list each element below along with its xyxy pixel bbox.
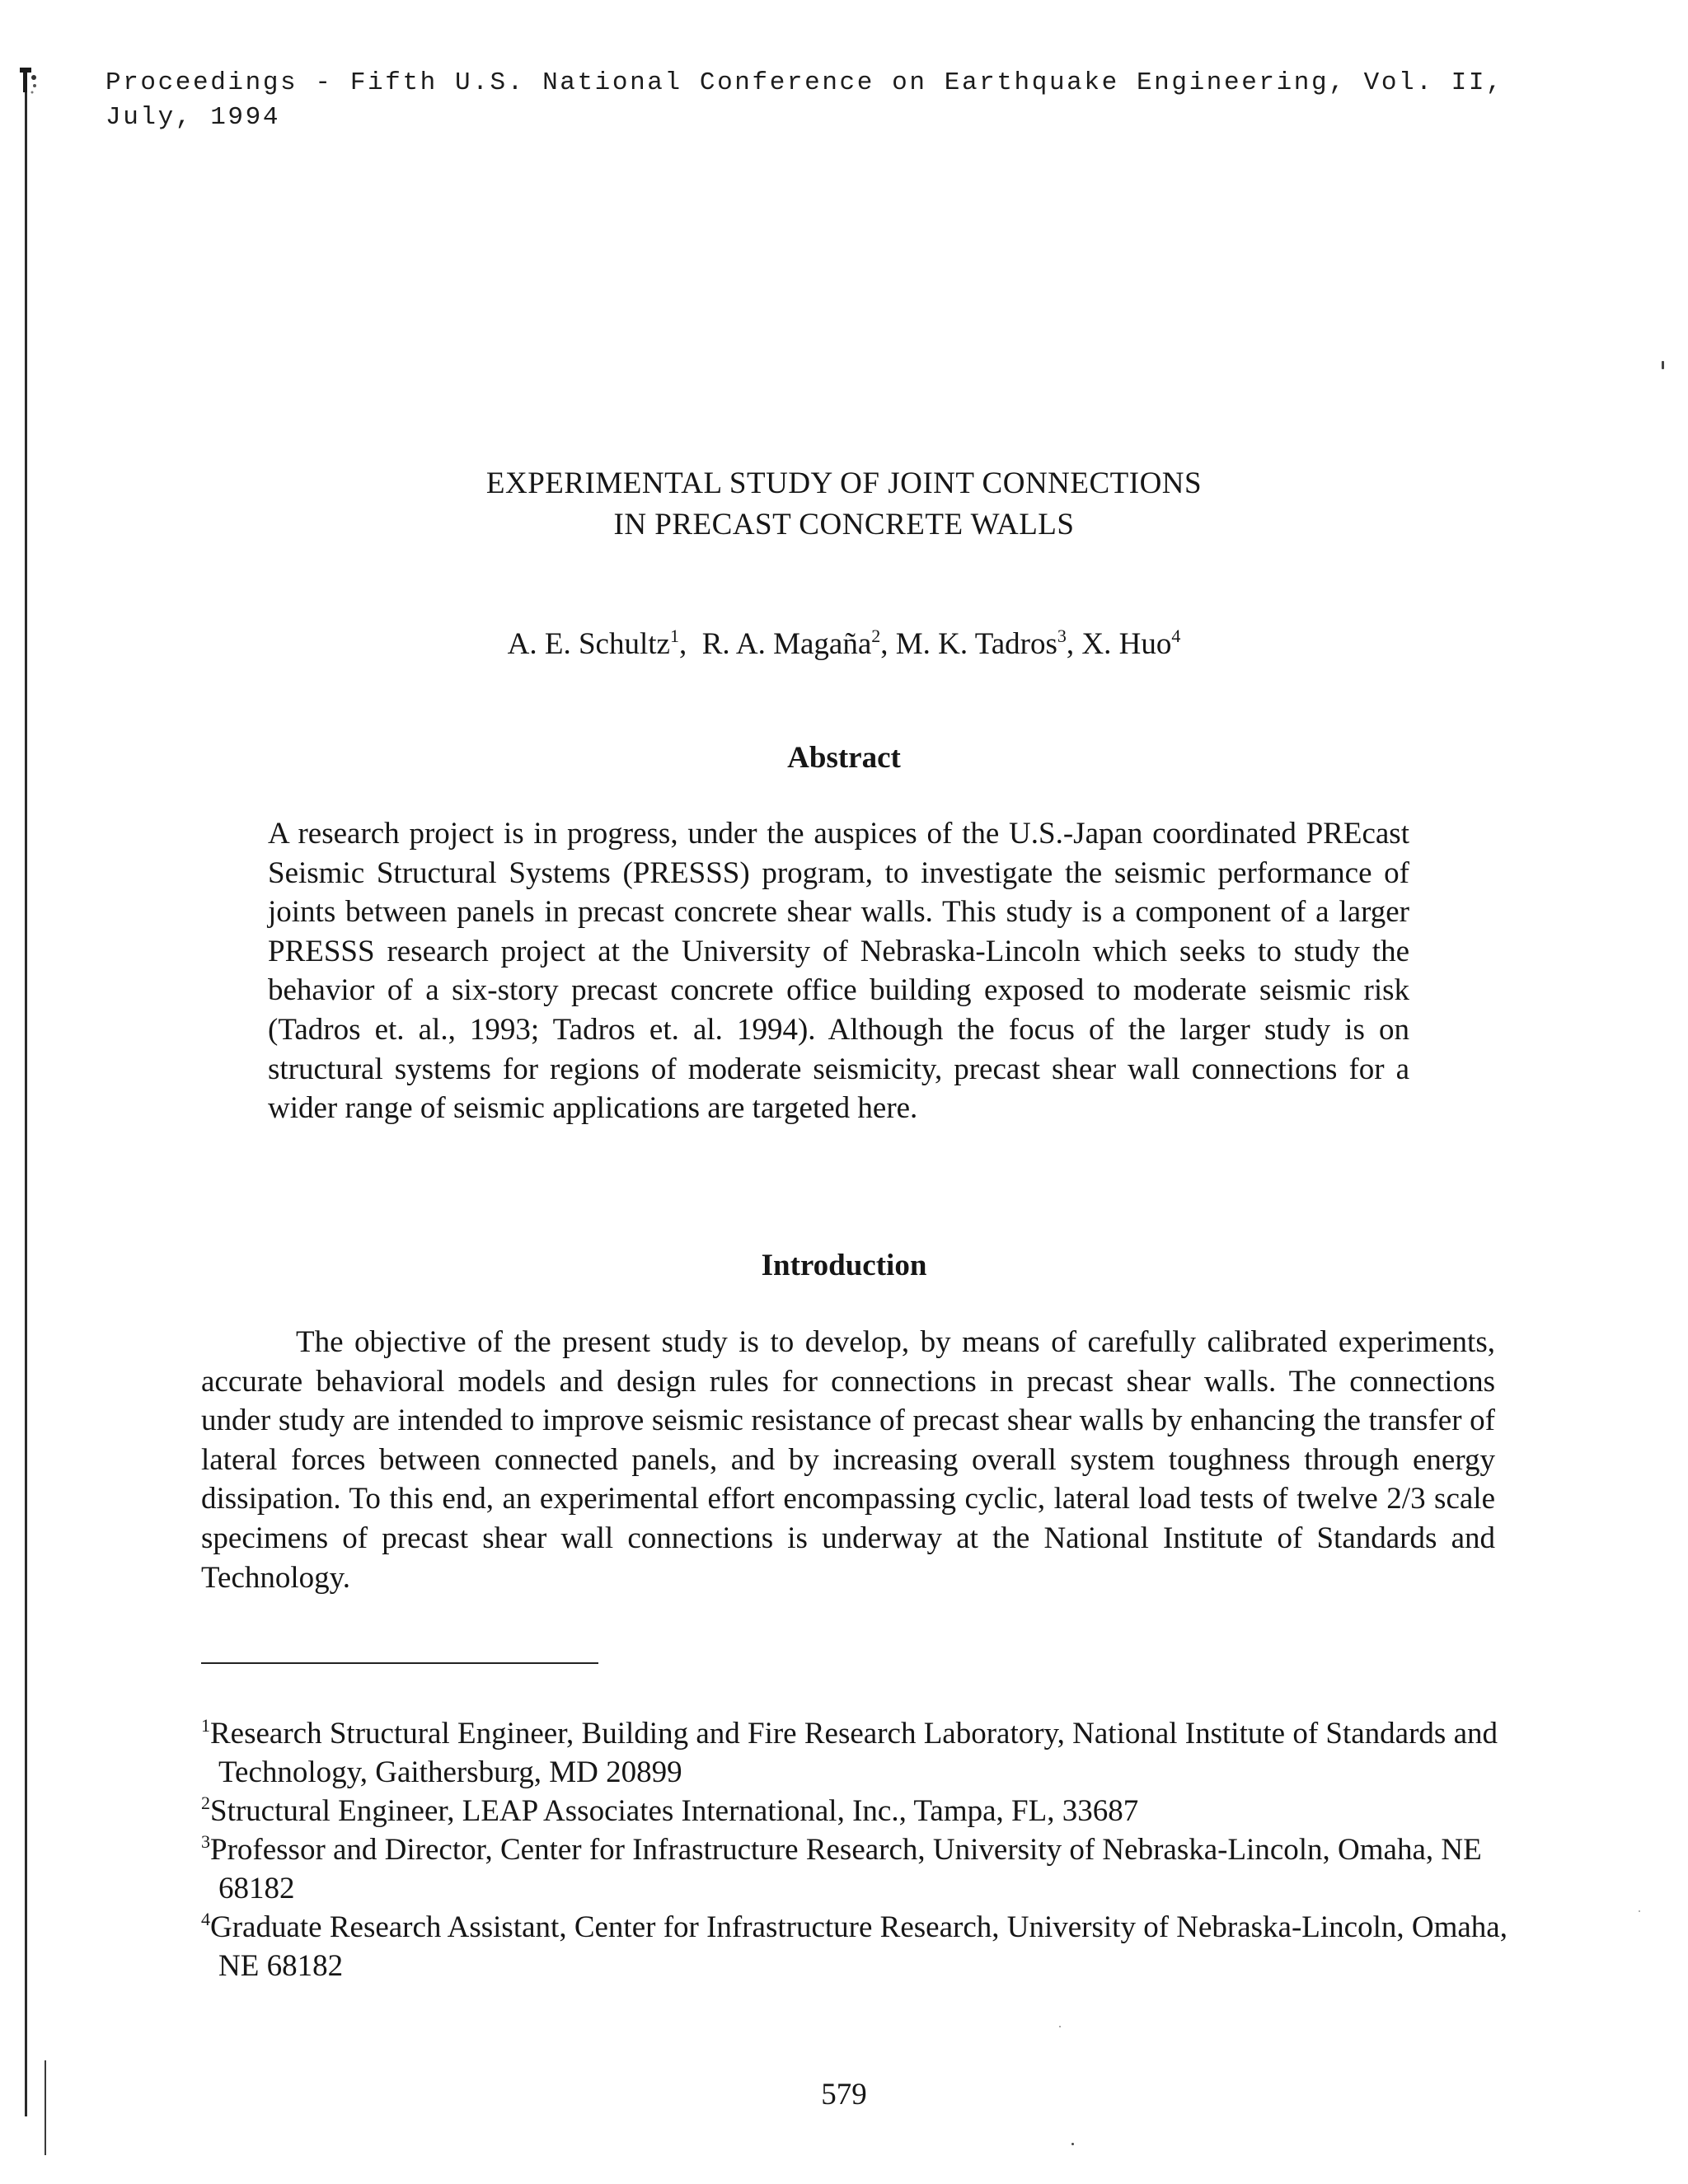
- scan-artifact-icon: [18, 66, 40, 105]
- footnote-item: [201, 1830, 1520, 1908]
- footnote-divider: [201, 1662, 598, 1664]
- scan-speck: [1071, 2143, 1074, 2145]
- author-name: A. E. Schultz: [507, 627, 670, 661]
- footnotes: [201, 1714, 1520, 1985]
- footnote-mark: 3: [201, 1831, 210, 1852]
- introduction-paragraph: The objective of the present study is to develop, by means of carefully calibrated experiments, accurate behavioral models and design rules for connections in precast shear walls. The connections under study are intended to improve seismic resistance of precast shear walls by enhancing the transfer of lateral forces between connected panels, and by increasing overall system toughness through energy dissipation. To this end, an experimental effort encompassing cyclic, lateral load tests of twelve 2/3 scale specimens of precast shear wall connections is underway at the National Institute of Standards and Technology.: [201, 1325, 1495, 1595]
- abstract-paragraph: A research project is in progress, under the auspices of the U.S.-Japan coordinated PREcast Seismic Structural Systems (PRESSS) program, to investigate the seismic performance of joints between panels in precast concrete shear walls. This study is a component of a larger PRESSS research project at the University of Nebraska-Lincoln which seeks to study the behavior of a six-story precast concrete office building exposed to moderate seismic risk (Tadros et. al., 1993; Tadros et. al. 1994). Although the focus of the larger study is on structural systems for regions of moderate seismicity, precast shear wall connections for a wider range of seismic applications are targeted here.: [268, 817, 1409, 1126]
- footnote-text: Graduate Research Assistant, Center for Infrastructure Research, University of Nebraska-Lincoln, Omaha, NE 68182: [210, 1910, 1507, 1983]
- introduction-heading: Introduction: [761, 1249, 927, 1282]
- paper-title: [0, 463, 1688, 546]
- author-footnote-mark: 1: [669, 626, 679, 646]
- footnote-text: Professor and Director, Center for Infrastructure Research, University of Nebraska-Lincoln, Omaha, NE 68182: [210, 1833, 1482, 1905]
- footnote-mark: 2: [201, 1793, 210, 1813]
- scan-speck: [1059, 2026, 1061, 2027]
- author-footnote-mark: 4: [1171, 626, 1181, 646]
- footnote-item: [201, 1908, 1520, 1985]
- author-list: A. E. Schultz$^1$, R. A. Magaña$^2$, M. K. Tadros$^3$, X. Huo$^4$: [507, 626, 1181, 661]
- scan-speck: [1639, 1910, 1640, 1912]
- footnote-mark: 4: [201, 1909, 210, 1929]
- title-line-2: IN PRECAST CONCRETE WALLS: [613, 508, 1075, 541]
- abstract-heading: Abstract: [787, 741, 901, 775]
- author-name: M. K. Tadros: [895, 627, 1057, 661]
- title-line-1: EXPERIMENTAL STUDY OF JOINT CONNECTIONS: [485, 466, 1203, 500]
- proceedings-line-2: July, 1994: [106, 103, 281, 132]
- scan-speck: [1662, 361, 1664, 369]
- page-number: 579: [821, 2078, 867, 2111]
- scan-edge-line: [25, 73, 27, 2116]
- footnote-mark: 1: [201, 1715, 210, 1736]
- proceedings-line-1: Proceedings - Fifth U.S. National Conference on Earthquake Engineering, Vol. II,: [106, 68, 1504, 97]
- footnote-text: Research Structural Engineer, Building and Fire Research Laboratory, National Institute of Standards and Technology, Gaithersburg, MD 20899: [210, 1717, 1498, 1789]
- proceedings-header: [106, 66, 1503, 135]
- footnote-item: [201, 1714, 1520, 1792]
- author-footnote-mark: 3: [1057, 626, 1067, 646]
- footnote-text: Structural Engineer, LEAP Associates International, Inc., Tampa, FL, 33687: [210, 1794, 1139, 1828]
- footnote-item: [201, 1792, 1520, 1830]
- author-footnote-mark: 2: [871, 626, 881, 646]
- author-name: X. Huo: [1081, 627, 1172, 661]
- author-name: R. A. Magaña: [701, 627, 872, 661]
